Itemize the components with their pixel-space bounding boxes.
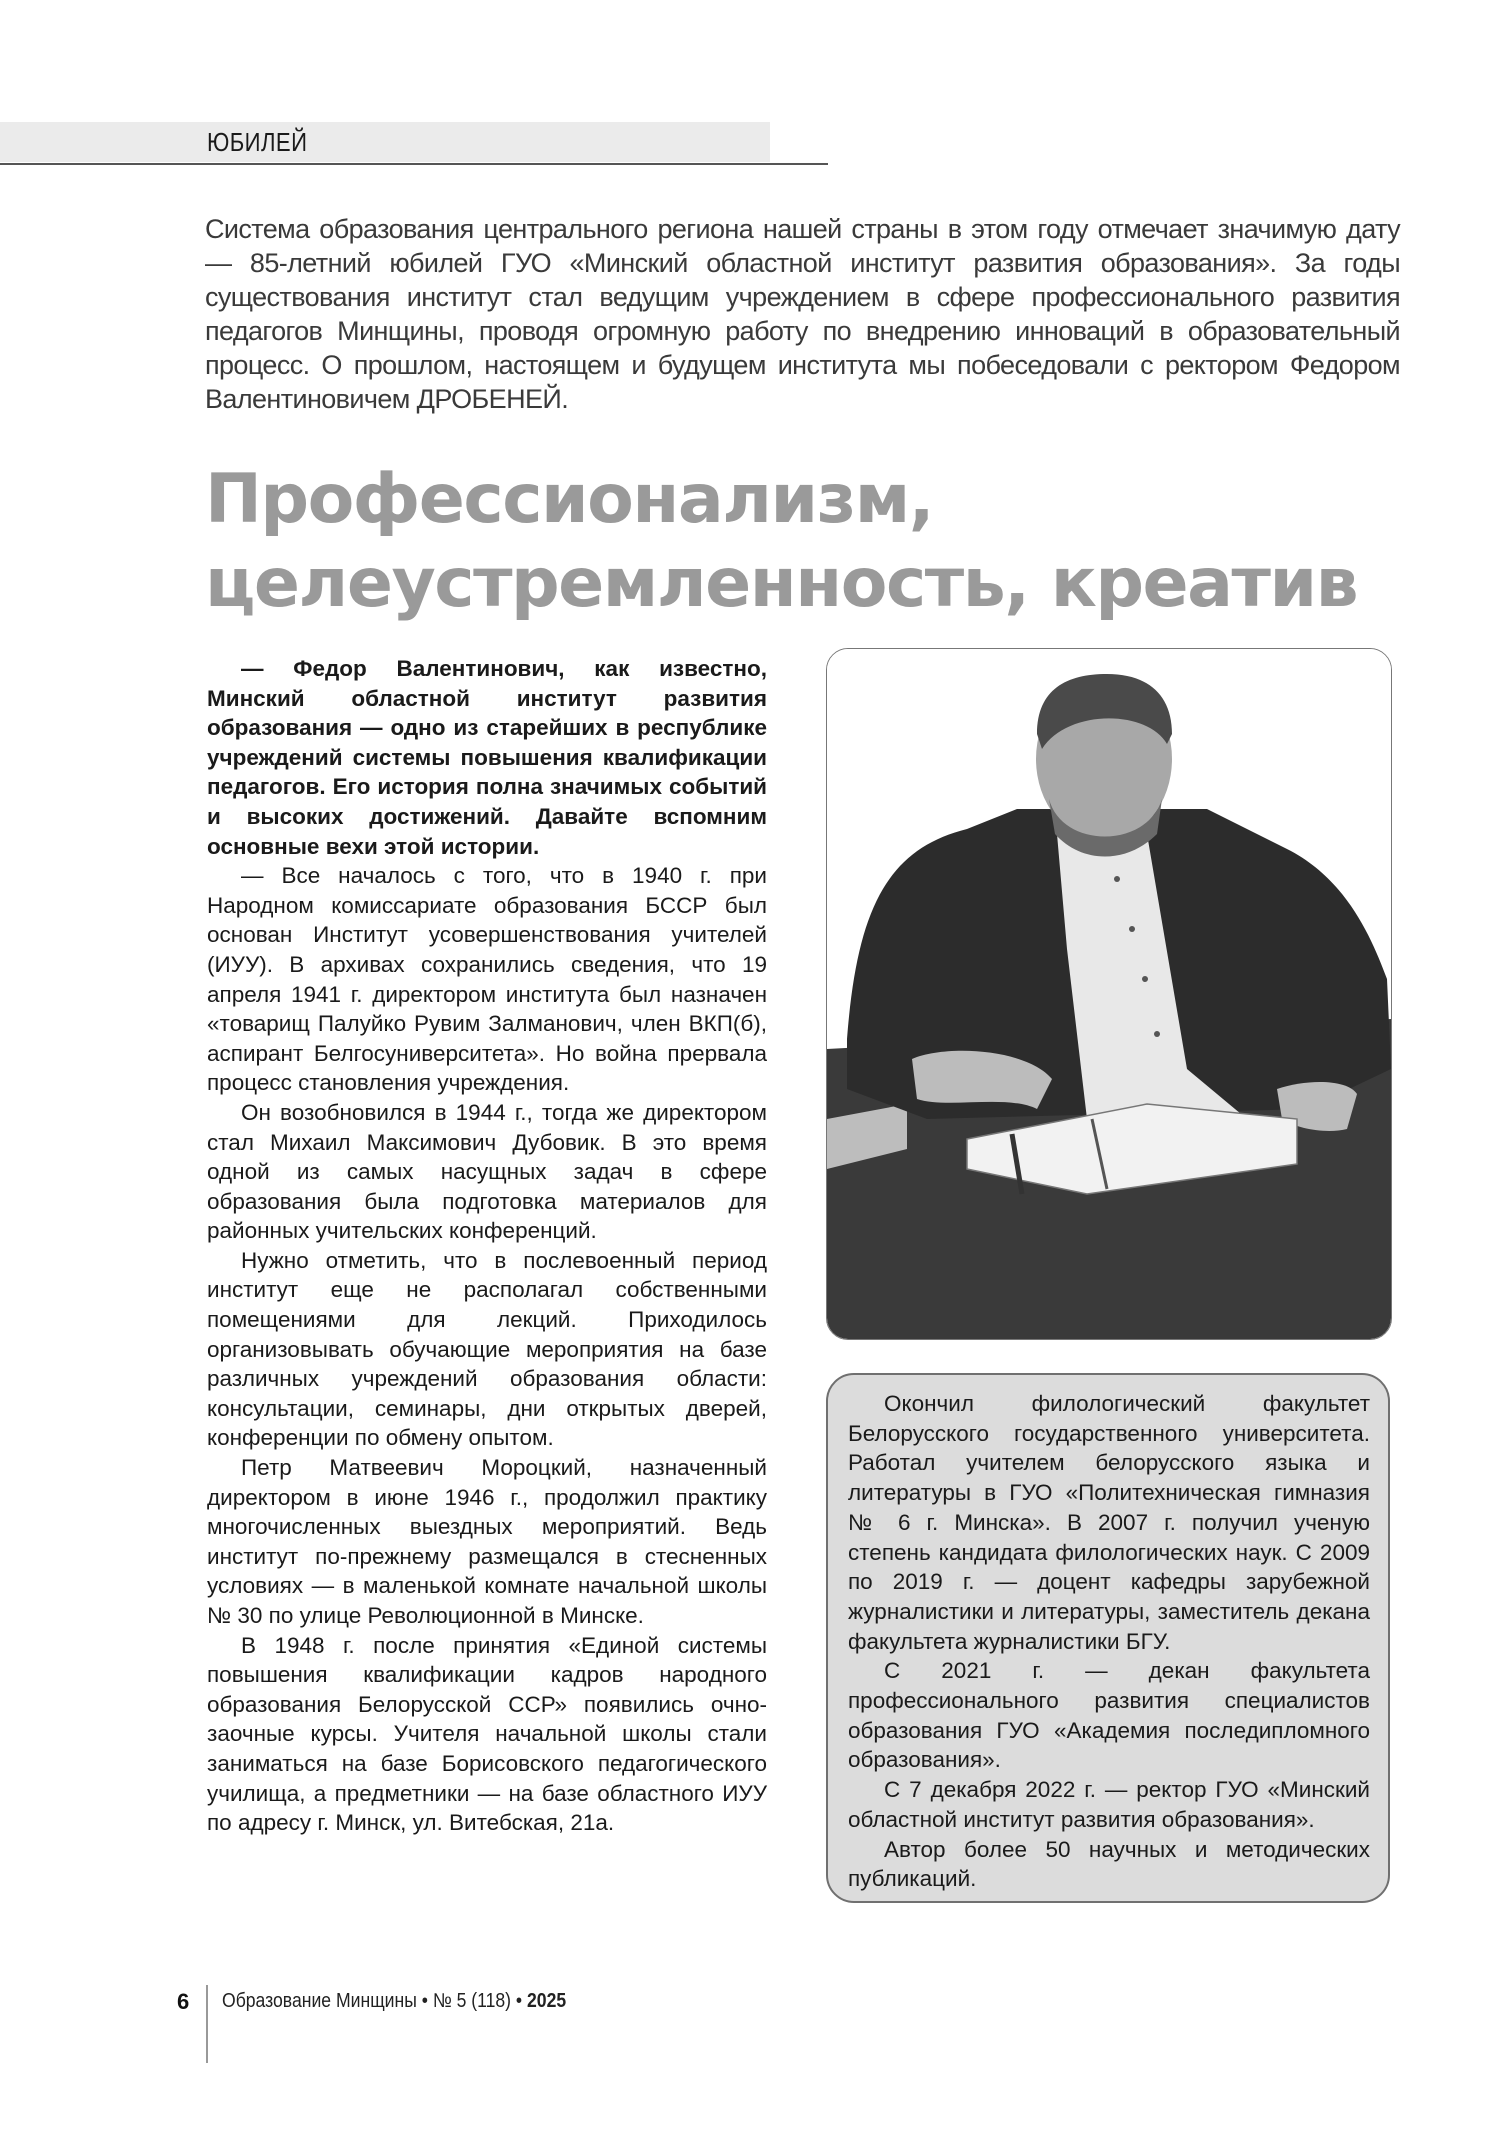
article-paragraph: Нужно отметить, что в послевоенный период институт еще не располагал собственными помещениями для лекций. Приходилось организовывать обучающие мероприятия на базе различных учреждений образования области: консультации, семинары, дни открытых дверей, конференции по обмену опытом.	[207, 1247, 767, 1451]
lead-text: Система образования центрального региона нашей страны в этом году отмечает значимую дату — 85-летний юбилей ГУО «Минский областной институт развития образования». За годы существования институт стал ведущим учреждением в сфере профессионального развития педагогов Минщины, проводя огромную работу по внедрению инноваций в образовательный процесс. О прошлом, настоящем и будущем института мы побеседовали с ректором Федором Валентиновичем ДРОБЕНЕЙ.	[205, 214, 1400, 414]
article-paragraph: Он возобновился в 1944 г., тогда же директором стал Михаил Максимович Дубовик. В это время одной из самых насущных задач в сфере образования была подготовка материалов для районных учительских конференций.	[207, 1099, 767, 1244]
page-number: 6	[177, 1989, 190, 2014]
headline-line-2: целеустремленность, креатив	[205, 544, 1358, 623]
portrait-illustration	[827, 649, 1391, 1339]
bio-paragraph: С 7 декабря 2022 г. — ректор ГУО «Минский областной институт развития образования».	[848, 1777, 1370, 1832]
rubric-divider	[0, 163, 828, 165]
biography-box	[826, 1373, 1390, 1903]
bio-paragraph: С 2021 г. — декан факультета профессионального развития специалистов образования ГУО «Академия последипломного образования».	[848, 1658, 1370, 1773]
footer-divider	[206, 1985, 208, 2063]
journal-title: Образование Минщины • № 5 (118) •	[222, 1990, 527, 2012]
bio-paragraph: Окончил филологический факультет Белорусского государственного университета. Работал учителем белорусского языка и литературы в ГУО «Политехническая гимназия № 6 г. Минска». В 2007 г. получил ученую степень кандидата филологических наук. С 2009 по 2019 г. — доцент кафедры зарубежной журналистики и литературы, заместитель декана факультета журналистики БГУ.	[848, 1391, 1370, 1654]
article-paragraph: — Все началось с того, что в 1940 г. при Народном комиссариате образования БССР был основан Институт усовершенствования учителей (ИУУ). В архивах сохранились сведения, что 19 апреля 1941 г. директором института был назначен «товарищ Палуйко Рувим Залманович, член ВКП(б), аспирант Белгосуниверситета». Но война прервала процесс становления учреждения.	[207, 863, 767, 1096]
article-headline	[205, 458, 1425, 626]
headline-line-1: Профессионализм,	[205, 460, 934, 539]
article-paragraph: В 1948 г. после принятия «Единой системы повышения квалификации кадров народного образования Белорусской ССР» появились очно-заочные курсы. Учителя начальной школы стали заниматься на базе Борисовского педагогического училища, а предметники — на базе областного ИУУ по адресу г. Минск, ул. Витебская, 21а.	[207, 1632, 767, 1836]
journal-year: 2025	[526, 1990, 567, 2012]
rubric-label: ЮБИЛЕЙ	[207, 127, 308, 157]
interview-question: — Федор Валентинович, как известно, Минский областной институт развития образования — одно из старейших в республике учреждений системы повышения квалификации педагогов. Его история полна значимых событий и высоких достижений. Давайте вспомним основные вехи этой истории.	[207, 656, 767, 859]
lead-paragraph	[205, 212, 1400, 416]
rubric-bar	[0, 122, 770, 162]
article-body-column	[207, 654, 767, 1838]
footer-journal-info	[222, 1990, 566, 2013]
article-paragraph: Петр Матвеевич Мороцкий, назначенный директором в июне 1946 г., продолжил практику многочисленных выездных мероприятий. Ведь институт по-прежнему размещался в стесненных условиях — в маленькой комнате начальной школы № 30 по улице Революционной в Минске.	[207, 1455, 767, 1628]
bio-paragraph: Автор более 50 научных и методических публикаций.	[848, 1836, 1370, 1892]
portrait-photo	[826, 648, 1392, 1340]
